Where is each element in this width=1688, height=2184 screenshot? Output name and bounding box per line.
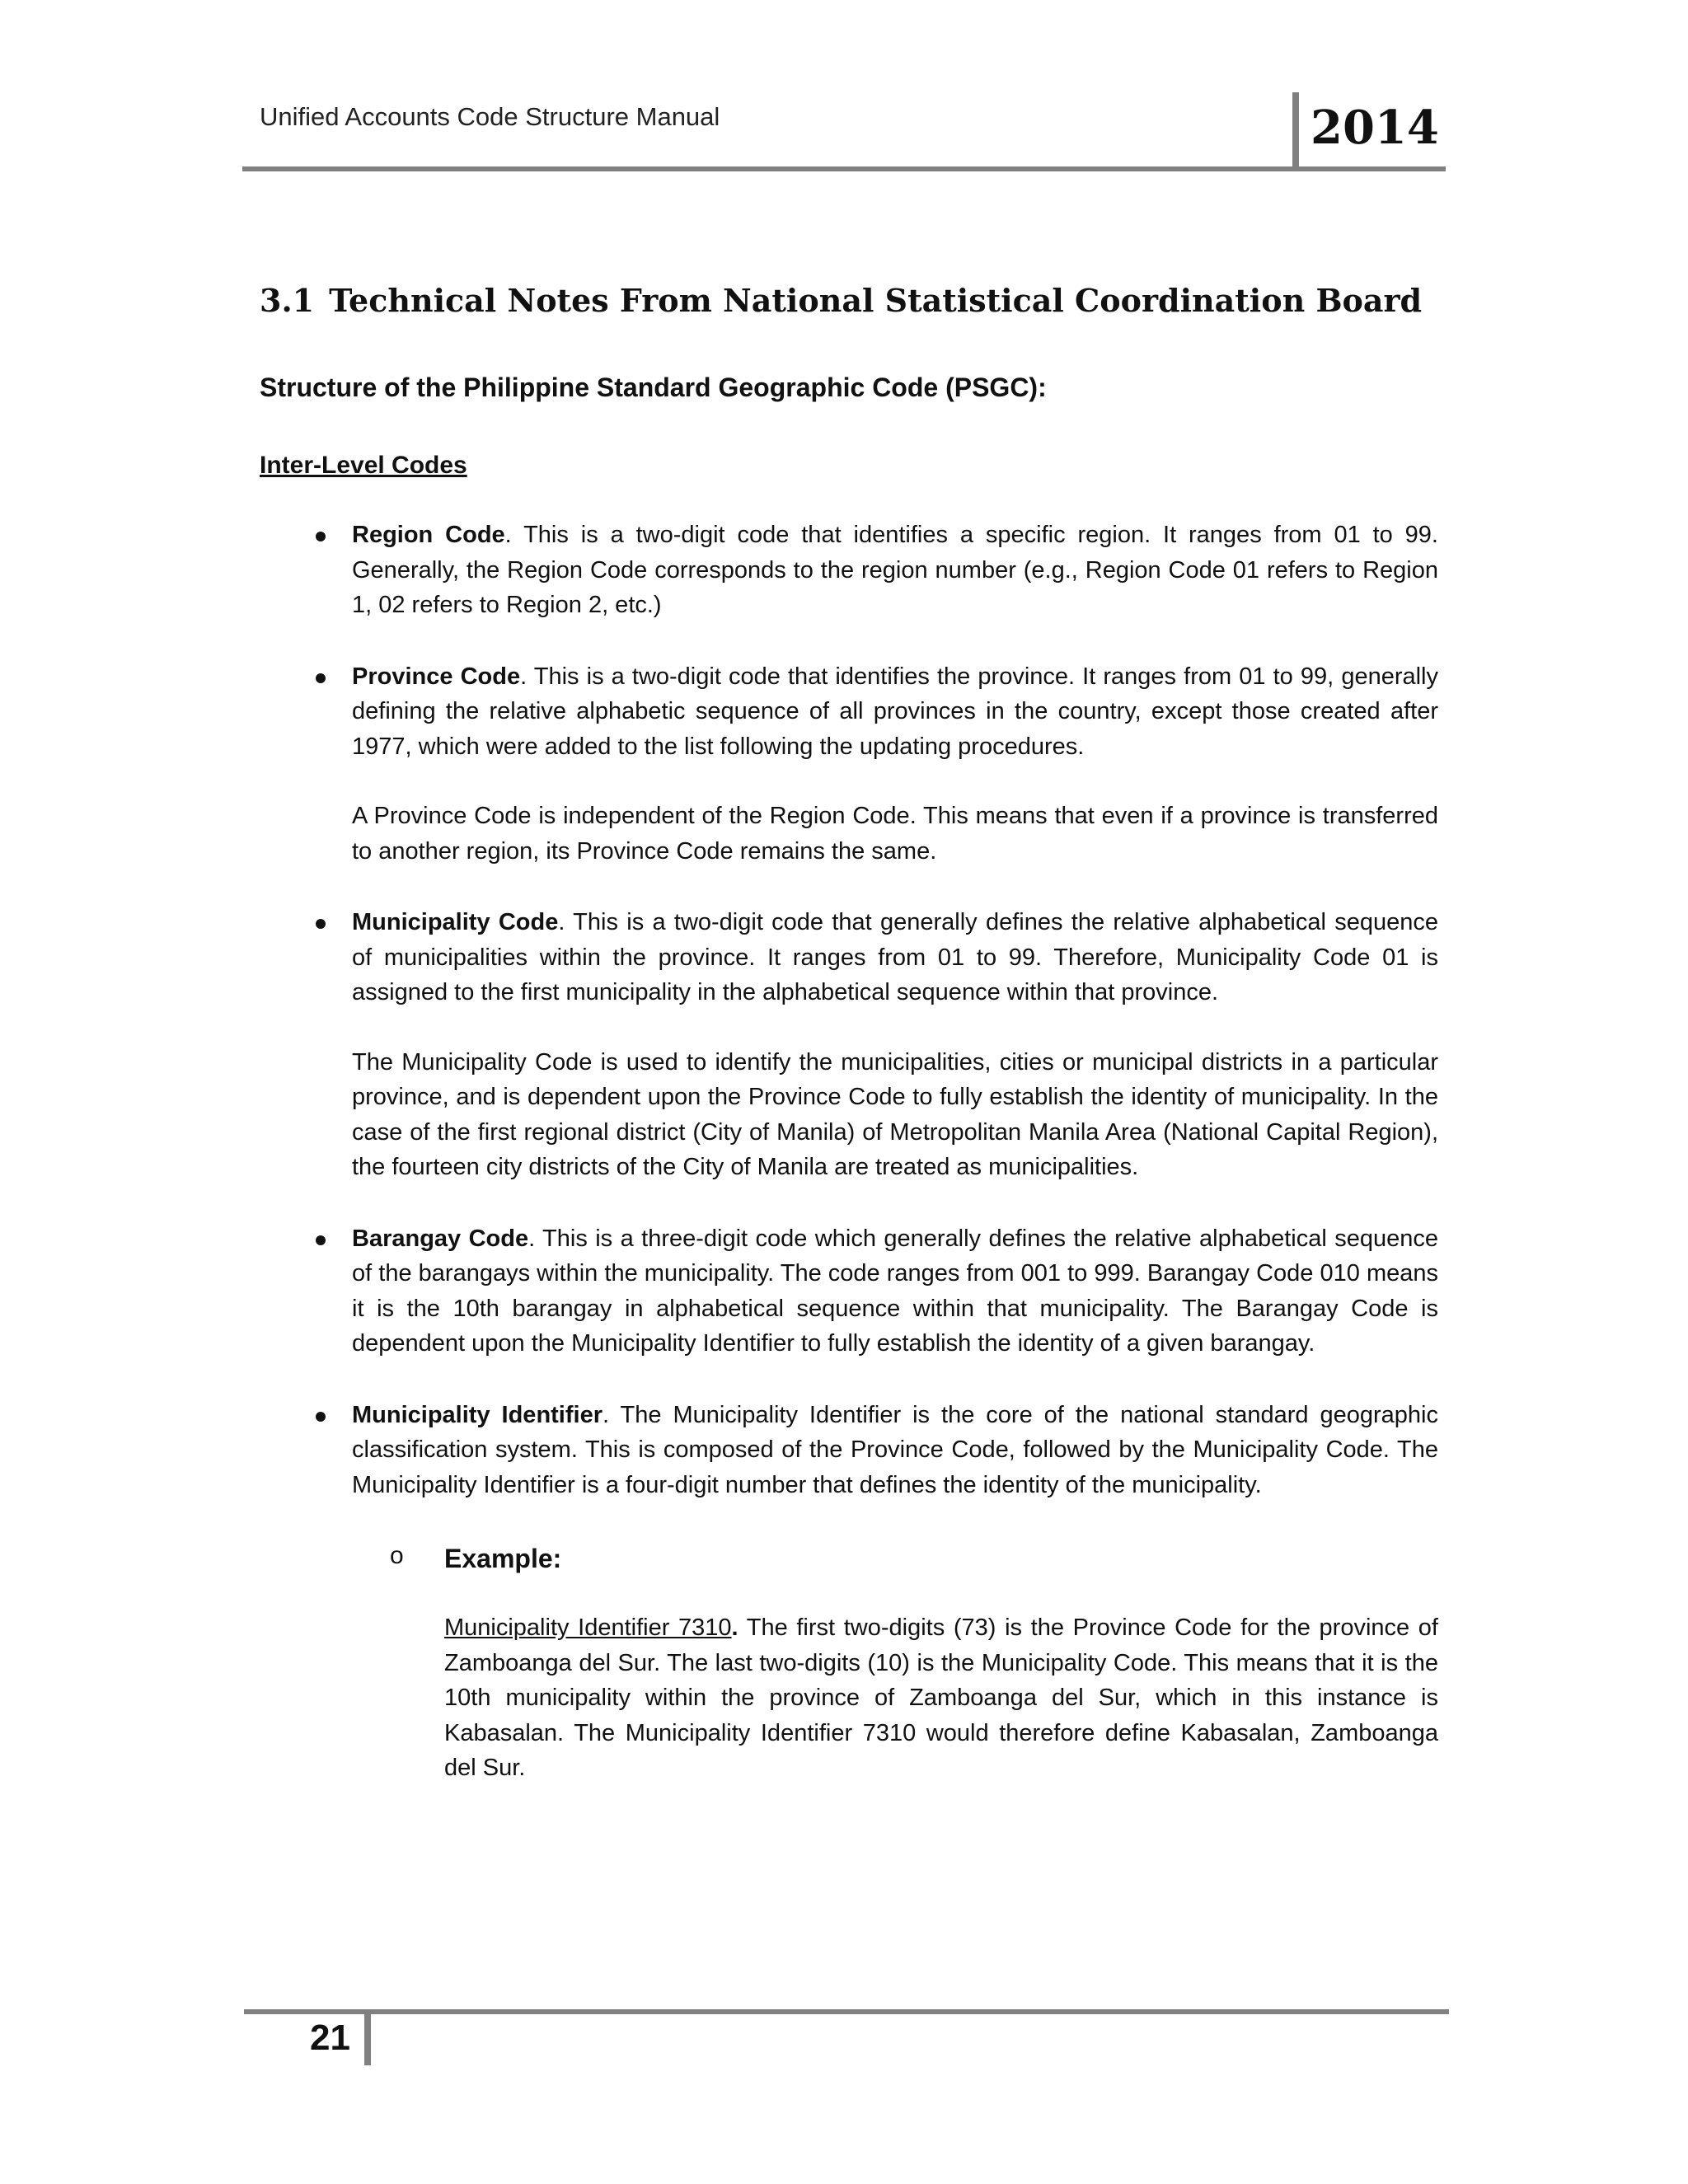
hollow-bullet-icon: o: [390, 1542, 404, 1569]
code-definitions-list: [260, 518, 1438, 1822]
municipality-code-note: The Municipality Code is used to identify the municipalities, cities or municipal districts in a particular province, and is dependent upon the Province Code to fully establish the identity of municipality. In the case of the first regional district (City of Manila) of Metropolitan Manila Area (National Capital Region), the fourteen city districts of the City of Manila are treated as municipalities.: [352, 1048, 1438, 1180]
definition-text: . This is a three-digit code which generally defines the relative alphabetical sequence of the barangays within the municipality. The code ranges from 001 to 999. Barangay Code 010 means it is the 10th barangay in alphabetical sequence within that municipality. The Barangay Code is dependent upon the Municipality Identifier to fully establish the identity of a given barangay.: [352, 1225, 1438, 1357]
example-block: [352, 1544, 1438, 1786]
section-title-text: Technical Notes From National Statistical Coordination Board: [329, 282, 1423, 319]
list-item-region-code: [260, 518, 1438, 623]
term-label: Province Code: [352, 663, 521, 690]
definition-text: . The Municipality Identifier is the core of the national standard geographic classification system. This is composed of the Province Code, followed by the Municipality Code. The Municipality Identifier is a four-digit number that defines the identity of the municipality.: [352, 1401, 1438, 1498]
region-code-paragraph: [352, 518, 1438, 623]
term-label: Region Code: [352, 522, 505, 548]
section-title: [260, 282, 1422, 319]
header-year: 2014: [1311, 101, 1439, 155]
example-lead-punct: .: [731, 1615, 738, 1641]
term-label: Municipality Identifier: [352, 1401, 603, 1428]
inter-level-codes-heading: Inter-Level Codes: [260, 452, 467, 479]
term-label: Municipality Code: [352, 909, 559, 935]
bullet-icon: [316, 532, 326, 541]
term-label: Barangay Code: [352, 1225, 529, 1252]
footer-divider: [364, 2011, 371, 2065]
list-item-municipality-code: [260, 905, 1438, 1185]
example-text: The first two-digits (73) is the Province Code for the province of Zamboanga del Sur. The last two-digits (10) is the Municipality Code. This means that it is the 10th municipality within the province of Zamboanga del Sur, which in this instance is Kabasalan. The Municipality Identifier 7310 would therefore define Kabasalan, Zamboanga del Sur.: [444, 1615, 1438, 1781]
definition-text: . This is a two-digit code that identifies a specific region. It ranges from 01 to 99. Generally, the Region Code corresponds to the region number (e.g., Region Code 01 refers to Region 1, 02 refers to Region 2, etc.): [352, 522, 1438, 618]
definition-text: . This is a two-digit code that identifies the province. It ranges from 01 to 99, generally defining the relative alphabetic sequence of all provinces in the country, except those created after 1977, which were added to the list following the updating procedures.: [352, 663, 1438, 760]
bullet-icon: [316, 1235, 326, 1245]
example-lead: Municipality Identifier 7310: [444, 1615, 732, 1641]
municipality-code-paragraph: [352, 905, 1438, 1010]
page-number: 21: [310, 2018, 350, 2058]
bullet-icon: [316, 673, 326, 683]
section-number: 3.1: [260, 282, 315, 319]
header-rule: [242, 166, 1446, 171]
definition-text: . This is a two-digit code that generally defines the relative alphabetical sequence of municipalities within the province. It ranges from 01 to 99. Therefore, Municipality Code 01 is assigned to the first municipality in the alphabetical sequence within that province.: [352, 909, 1438, 1005]
province-code-paragraph: [352, 659, 1438, 765]
document-subtitle: Structure of the Philippine Standard Geographic Code (PSGC):: [260, 373, 1047, 402]
list-item-barangay-code: [260, 1221, 1438, 1361]
province-code-note: A Province Code is independent of the Region Code. This means that even if a province is transferred to another region, its Province Code remains the same.: [352, 803, 1438, 865]
list-item-province-code: [260, 659, 1438, 869]
example-label: Example:: [444, 1544, 562, 1573]
example-paragraph: [444, 1610, 1438, 1786]
bullet-icon: [316, 1412, 326, 1422]
bullet-icon: [316, 919, 326, 929]
barangay-code-paragraph: [352, 1221, 1438, 1361]
header-title: Unified Accounts Code Structure Manual: [260, 102, 720, 131]
list-item-municipality-identifier: [260, 1398, 1438, 1786]
footer-rule: [244, 2009, 1449, 2014]
municipality-identifier-paragraph: [352, 1398, 1438, 1503]
header-divider: [1292, 92, 1299, 168]
